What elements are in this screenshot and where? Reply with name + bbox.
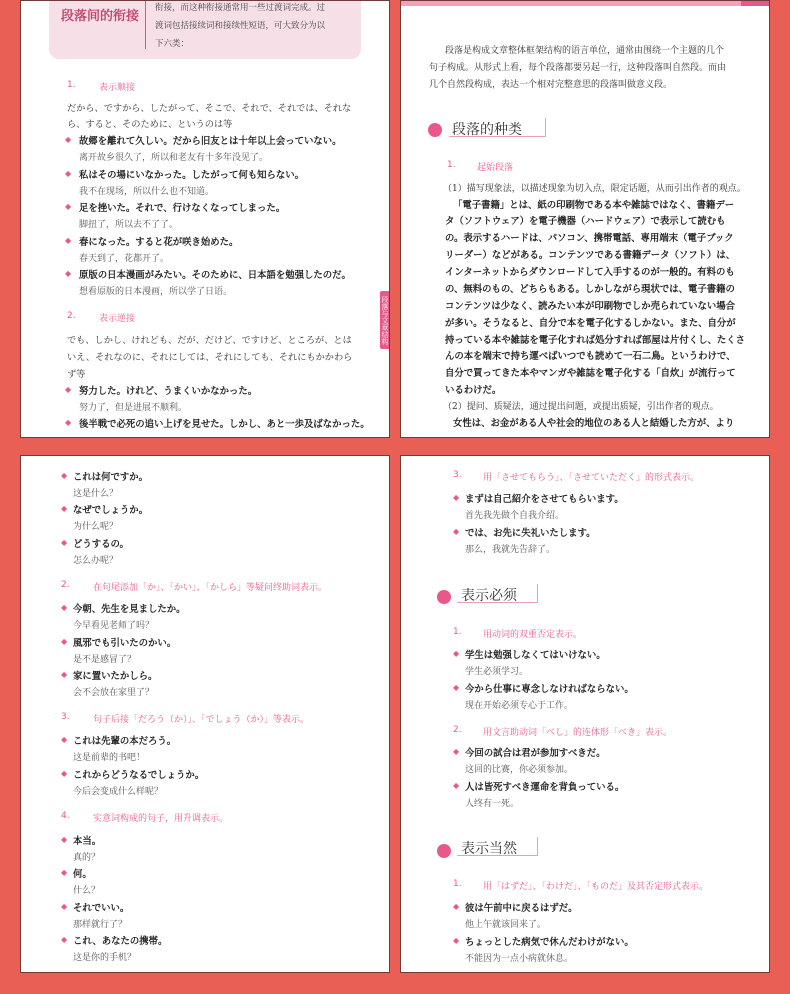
method-point: （2）提问、质疑法，通过提出问题，或提出质疑，引出作者的观点。: [443, 402, 719, 412]
header-note-line: 渡词包括接续词和接续性短语，可大致分为以: [155, 21, 326, 31]
example-jp: 故郷を離れて久しい。だから旧友とは十年以上会っていない。: [79, 136, 342, 147]
section-label: 在句尾添加「か」、「かい」、「かしら」等疑问终助词表示。: [93, 583, 328, 593]
section-label: 句子后接「だろう（か）」、「でしょう（か）」等表示。: [93, 715, 310, 725]
example-jp: 本当。: [73, 836, 102, 847]
example-cn: 这是前辈的书吧！: [73, 753, 146, 763]
example-cn: 他上午就该回来了。: [465, 920, 547, 930]
section-heading: 表示当然: [461, 841, 517, 857]
example-jp: これからどうなるでしょうか。: [73, 770, 205, 781]
para-line: コンテンツは少なく、読みたい本が印刷物でしか売られていない場合: [445, 301, 735, 312]
intro-line: だから、ですから、したがって、そこで、それで、それでは、それな: [67, 103, 352, 114]
example-jp: これは先輩の本だろう。: [73, 736, 177, 747]
section-label: 用「はずだ」、「わけだ」、「ものだ」及其否定形式表示。: [483, 882, 709, 892]
bullet-icon: ◆: [65, 169, 72, 178]
bullet-icon: ◆: [65, 269, 72, 278]
section-number: 2.: [453, 725, 462, 735]
section-number: 1.: [447, 160, 456, 170]
example-cn: 想看原版的日本漫画，所以学了日语。: [79, 287, 233, 297]
para-line: 持っている本や雑誌を電子化すれば処分すれば部屋は片付くし、たくさ: [445, 335, 746, 346]
bullet-icon: ◆: [61, 735, 68, 744]
example-cn: 什么？: [73, 886, 101, 896]
example-cn: 这是什么？: [73, 489, 119, 499]
bullet-icon: ◆: [61, 538, 68, 547]
bullet-icon: ◆: [453, 781, 460, 790]
bullet-icon: ◆: [61, 670, 68, 679]
example-cn: 今早看见老师了吗？: [73, 621, 155, 631]
section-label: 用动词的双重否定表示。: [483, 630, 583, 640]
example-jp: 家に置いたかしら。: [73, 671, 158, 682]
example-cn: 春天到了，花都开了。: [79, 254, 170, 264]
section-heading: 段落的种类: [452, 122, 522, 138]
bullet-icon: ◆: [453, 493, 460, 502]
example-jp: 何。: [73, 869, 92, 880]
example-cn: 为什么呢？: [73, 522, 119, 532]
para-line: リーダー）などがある。コンテンツである書籍データ（ソフト）は、: [445, 250, 736, 261]
bullet-icon: ◆: [453, 747, 460, 756]
section-label: 表示顺接: [99, 83, 136, 93]
header-note-line: 衔接，而这种衔接通常用一些过渡词完成。过: [155, 3, 326, 13]
para-line: の。表示するハードは、パソコン、携帯電話、専用端末（電子ブック: [445, 233, 734, 244]
example-jp: 人は皆死すべき運命を背負っている。: [465, 782, 625, 793]
intro-line: ず等: [67, 369, 86, 380]
example-cn: 首先我先做个自我介绍。: [465, 511, 565, 521]
page-necessity-forms: [400, 455, 770, 973]
bullet-icon: ◆: [61, 769, 68, 778]
bullet-icon: ◆: [65, 236, 72, 245]
example-jp: 私はその場にいなかった。したがって何も知らない。: [79, 170, 305, 181]
bullet-icon: ◆: [61, 637, 68, 646]
example-cn: 不能因为一点小病就休息。: [465, 954, 574, 964]
example-cn: 现在开始必须专心于工作。: [465, 701, 574, 711]
bullet-icon: ◆: [453, 902, 460, 911]
section-label: 用文言助动词「べし」的连体形「べき」表示。: [483, 728, 673, 738]
header-box: [49, 0, 361, 59]
bullet-icon: ◆: [61, 902, 68, 911]
example-cn: 努力了，但是进展不顺利。: [79, 403, 188, 413]
section-number: 2.: [67, 311, 76, 321]
example-jp: それでいい。: [73, 903, 130, 914]
section-number: 1.: [67, 80, 76, 90]
bullet-icon: ◆: [61, 935, 68, 944]
section-number: 4.: [61, 811, 70, 821]
bullet-icon: ◆: [65, 385, 72, 394]
example-jp: 風邪でも引いたのかい。: [73, 638, 177, 649]
header-divider: [145, 1, 146, 49]
bullet-icon: ◆: [453, 649, 460, 658]
para-line: いるわけだ。: [445, 385, 502, 396]
para-line: 女性は、お金がある人や社会的地位のある人と結婚した方が、より: [453, 418, 735, 429]
example-cn: 这是你的手机？: [73, 953, 137, 963]
bullet-icon: ◆: [61, 471, 68, 480]
example-jp: 今から仕事に専念しなければならない。: [465, 684, 634, 695]
section-number: 1.: [453, 879, 462, 889]
header-title: 段落间的衔接: [61, 9, 140, 24]
example-cn: 怎么办呢？: [73, 556, 119, 566]
bullet-icon: ◆: [453, 527, 460, 536]
example-jp: 足を挫いた。それで、行けなくなってしまった。: [79, 203, 286, 214]
example-jp: どうするの。: [73, 539, 129, 550]
section-number: 3.: [61, 712, 70, 722]
example-cn: 会不会放在家里了？: [73, 688, 155, 698]
para-line: 自分で買ってきた本やマンガや雑誌を電子化する「自炊」が流行って: [445, 368, 736, 379]
intro-line: 几个自然段构成，表达一个相对完整意思的段落叫做意义段。: [429, 80, 673, 90]
section-label: 起始段落: [477, 163, 514, 173]
para-line: が多い。そうなると、自分で本を電子化するしかない。また、自分が: [445, 318, 736, 329]
top-bar: [401, 1, 769, 6]
para-line: タ（ソフトウェア）を電子機器（ハードウェア）で表示して読むも: [445, 216, 726, 227]
intro-line: いえ、それなのに、それにしては、それにしても、それにもかかわら: [67, 352, 353, 363]
bullet-icon: ◆: [61, 868, 68, 877]
example-cn: 这回的比赛，你必须参加。: [465, 765, 574, 775]
heading-dot-icon: [437, 590, 451, 604]
section-label: 实意词构成的句子，用升调表示。: [93, 814, 229, 824]
example-jp: これ、あなたの携帯。: [73, 936, 168, 947]
bullet-icon: ◆: [61, 603, 68, 612]
heading-dot-icon: [437, 844, 451, 858]
method-point: （1）描写现象法，以描述现象为切入点，限定话题，从而引出作者的观点。: [443, 184, 746, 194]
para-line: インターネットからダウンロードして入手するのが一般的。有料のも: [445, 267, 735, 278]
bullet-icon: ◆: [61, 835, 68, 844]
example-jp: 今回の試合は君が参加すべきだ。: [465, 748, 606, 759]
para-line: んの本を端末で持ち運べばいつでも読めて一石二鳥。というわけで、: [445, 351, 736, 362]
section-number: 3.: [453, 470, 462, 480]
section-heading: 表示必须: [461, 588, 517, 604]
example-jp: ちょっとした病気で休んだわけがない。: [465, 937, 634, 948]
intro-line: 句子构成。从形式上看，每个段落都要另起一行，这种段落叫自然段。而由: [429, 63, 727, 73]
chapter-tab: 段落与文章结构: [380, 291, 390, 349]
section-number: 1.: [453, 627, 462, 637]
section-number: 2.: [61, 580, 70, 590]
section-label: 表示逆接: [99, 314, 136, 324]
header-note-line: 下六类：: [155, 39, 190, 49]
bullet-icon: ◆: [65, 202, 72, 211]
example-cn: 真的？: [73, 853, 101, 863]
intro-line: でも、しかし、けれども、だが、だけど、ですけど、ところが、とは: [67, 335, 352, 346]
heading-underline: [457, 584, 538, 603]
example-jp: 原版の日本漫画がみたい。そのために、日本語を勉强したのだ。: [79, 270, 351, 281]
section-label: 用「させてもらう」、「させていただく」的形式表示。: [483, 473, 700, 483]
example-cn: 人终有一死。: [465, 799, 520, 809]
intro-line: 段落是构成文章整体框架结构的语言单位，通常由围绕一个主题的几个: [445, 46, 725, 56]
example-jp: なぜでしょうか。: [73, 505, 149, 516]
example-jp: 努力した。けれど、うまくいかなかった。: [79, 386, 258, 397]
top-bar-accent: [741, 1, 769, 6]
example-cn: 脚扭了，所以去不了了。: [79, 220, 179, 230]
example-cn: 那样就行了？: [73, 920, 128, 930]
example-jp: まずは自己紹介をさせてもらいます。: [465, 494, 624, 505]
intro-line: ら、すると、そのために、というのは等: [67, 119, 233, 130]
example-jp: 学生は勉强しなくてはいけない。: [465, 650, 606, 661]
example-jp: 後半戦で必死の追い上げを見せた。しかし、あと一歩及ばなかった。: [79, 419, 370, 430]
para-line: の、無料のもの、どちらもある。しかしながら現状では、電子書籍の: [445, 284, 735, 295]
para-line: 「電子書籍」とは、紙の印刷物である本や雑誌ではなく、書籍デー: [453, 200, 735, 211]
bullet-icon: ◆: [453, 936, 460, 945]
example-jp: 春になった。すると花が咲き始めた。: [79, 237, 239, 248]
example-jp: 今朝、先生を見ましたか。: [73, 604, 186, 615]
example-cn: 今后会变成什么样呢？: [73, 787, 164, 797]
heading-underline: [457, 837, 538, 856]
example-jp: 彼は午前中に戻るはずだ。: [465, 903, 578, 914]
example-cn: 那么，我就先告辞了。: [465, 545, 556, 555]
example-cn: 我不在现场，所以什么也不知道。: [79, 187, 215, 197]
page-paragraph-types: [400, 0, 770, 438]
bullet-icon: ◆: [65, 135, 72, 144]
example-cn: 学生必须学习。: [465, 667, 529, 677]
bullet-icon: ◆: [453, 683, 460, 692]
page-paragraph-connection: [20, 0, 390, 438]
bullet-icon: ◆: [65, 418, 72, 427]
bullet-icon: ◆: [61, 504, 68, 513]
page-question-forms: [20, 455, 390, 973]
heading-dot-icon: [428, 123, 442, 137]
example-cn: 离开故乡很久了，所以和老友有十多年没见了。: [79, 153, 269, 163]
heading-underline: [449, 118, 546, 137]
example-cn: 是不是感冒了？: [73, 655, 137, 665]
example-jp: では、お先に失礼いたします。: [465, 528, 596, 539]
example-jp: これは何ですか。: [73, 472, 149, 483]
